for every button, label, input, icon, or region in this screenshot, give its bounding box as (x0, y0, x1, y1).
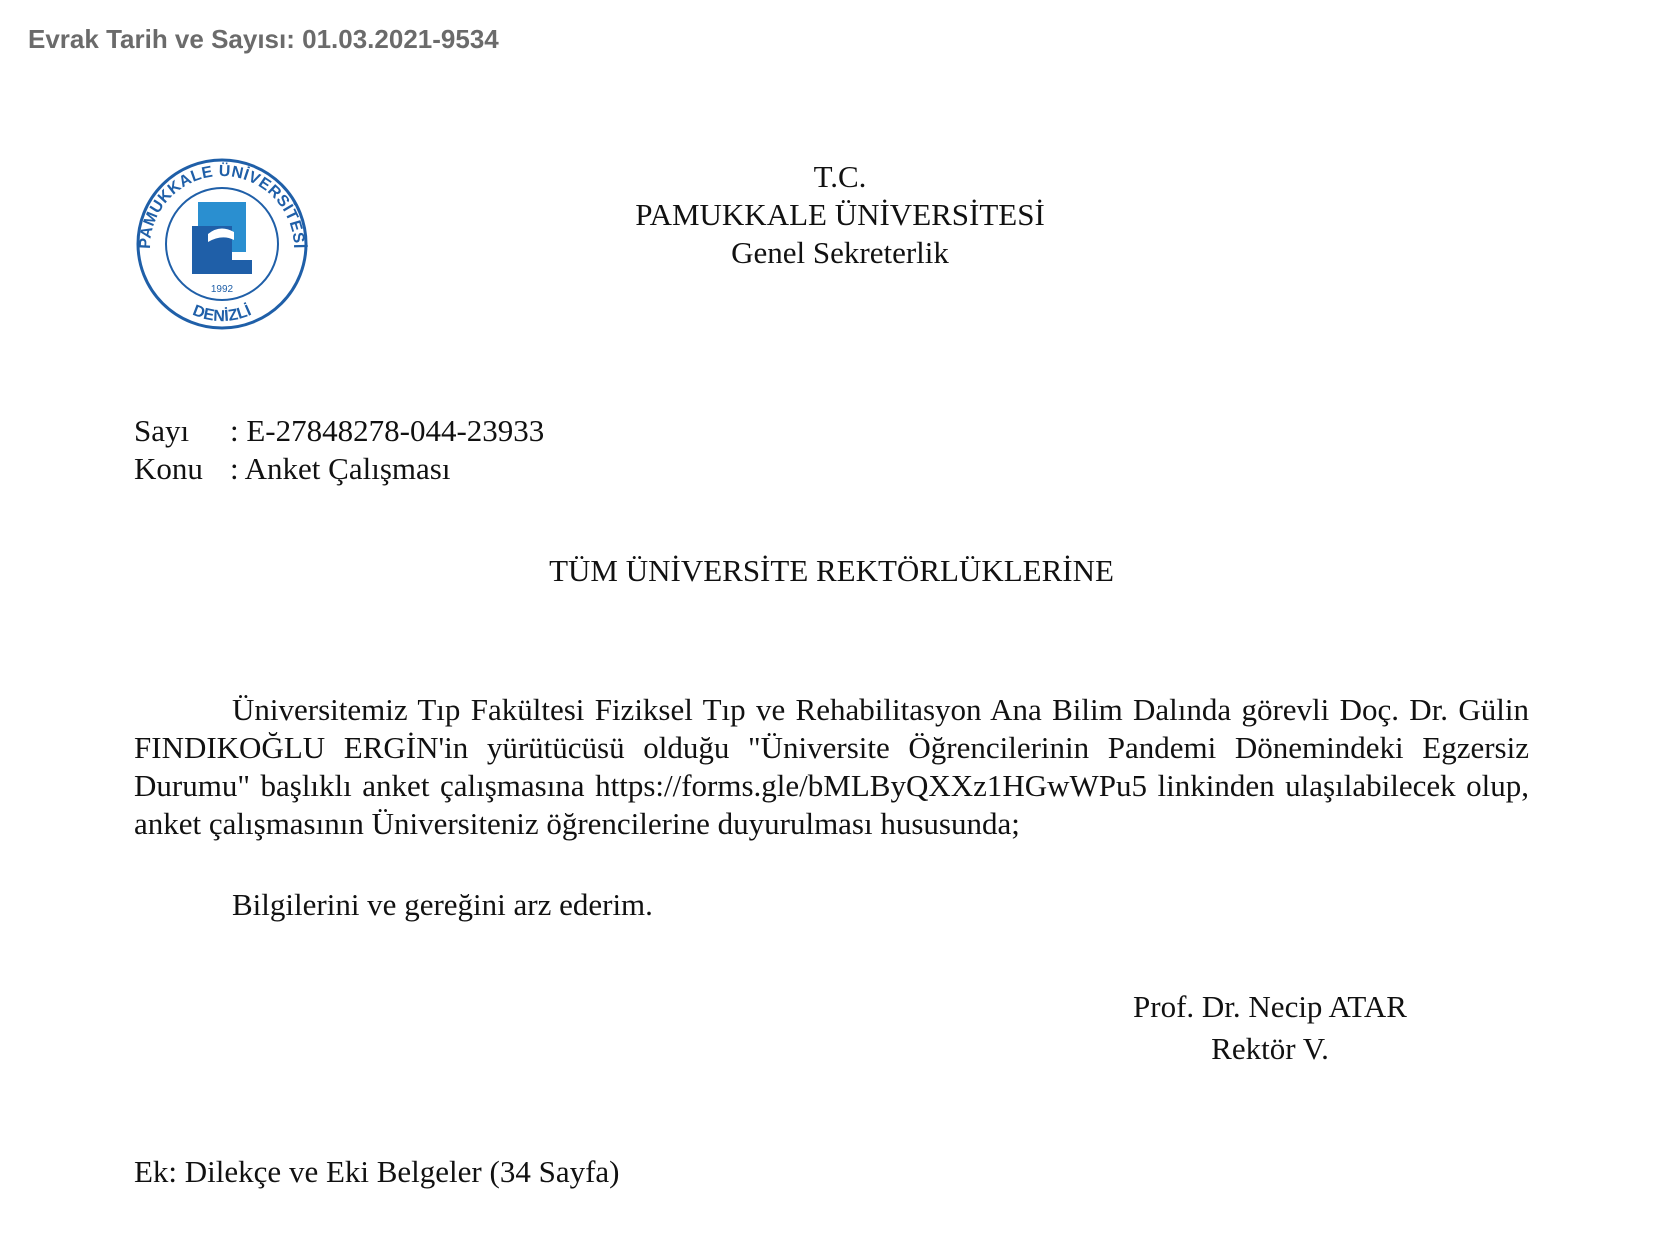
letterhead (560, 158, 1120, 272)
university-logo (134, 156, 310, 332)
document-meta (134, 412, 544, 488)
attachment-note: Ek: Dilekçe ve Eki Belgeler (34 Sayfa) (134, 1154, 620, 1189)
svg-text:PAMUKKALE ÜNİVERSİTESİ: PAMUKKALE ÜNİVERSİTESİ (136, 162, 308, 250)
letterhead-country: T.C. (813, 159, 867, 194)
signatory-title: Rektör V. (1211, 1031, 1329, 1066)
konu-value: : Anket Çalışması (230, 451, 451, 486)
body-paragraph (134, 691, 1529, 843)
letterhead-department: Genel Sekreterlik (731, 235, 949, 270)
closing-line (134, 886, 653, 924)
svg-text:DENİZLİ: DENİZLİ (190, 302, 254, 326)
svg-text:1992: 1992 (210, 284, 234, 295)
addressee: TÜM ÜNİVERSİTE REKTÖRLÜKLERİNE (549, 553, 1114, 588)
sayi-value: : E-27848278-044-23933 (230, 413, 545, 448)
konu-label: Konu (134, 451, 203, 486)
university-seal-icon (134, 156, 310, 332)
letterhead-university: PAMUKKALE ÜNİVERSİTESİ (635, 197, 1045, 232)
signatory-name: Prof. Dr. Necip ATAR (1133, 989, 1407, 1024)
document-reference: Evrak Tarih ve Sayısı: 01.03.2021-9534 (28, 24, 499, 54)
signature-block (1090, 986, 1450, 1070)
closing-text: Bilgilerini ve gereğini arz ederim. (232, 887, 653, 922)
konu-row (134, 450, 544, 488)
sayi-label: Sayı (134, 413, 190, 448)
body-text: Üniversitemiz Tıp Fakültesi Fiziksel Tıp ve Rehabilitasyon Ana Bilim Dalında görevli Doç. Dr. Gülin FINDIKOĞLU ERGİN'in yürütücüsü olduğu "Üniversite Öğrencilerinin Pandemi Dönemindeki Egzersiz Durumu" başlıklı anket çalışmasına https://forms.gle/bMLByQXXz1HGwWPu5 linkinden ulaşılabilecek olup, anket çalışmasının Üniversiteniz öğrencilerine duyurulması hususunda; (134, 692, 1529, 841)
sayi-row (134, 412, 544, 450)
